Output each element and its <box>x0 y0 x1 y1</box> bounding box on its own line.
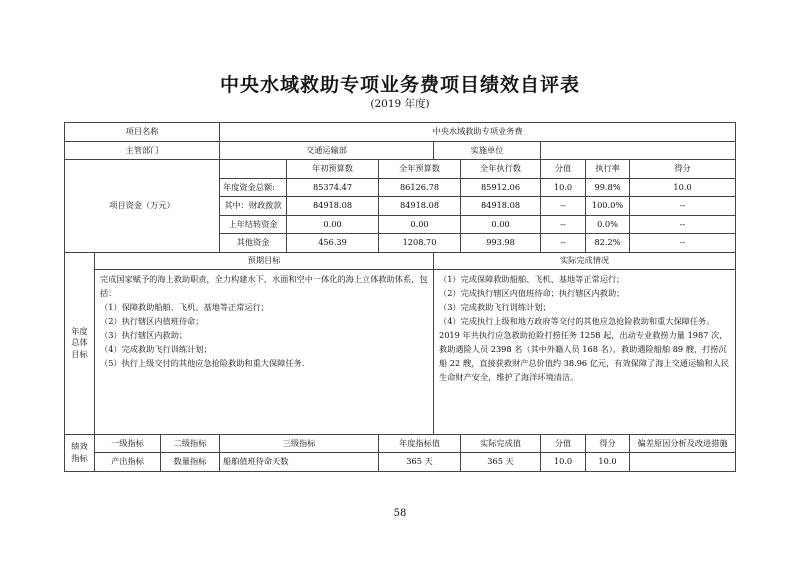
indicators-header-row <box>65 434 736 453</box>
actual-completion-line: （2）完成执行辖区内值班待命；执行辖区内救助； <box>439 287 625 298</box>
implementing-unit-label: 实施单位 <box>434 141 541 160</box>
project-name-value: 中央水域救助专项业务费 <box>220 123 736 142</box>
indicator-header-cell: 得分 <box>586 434 630 453</box>
indicator-header-cell: 年度指标值 <box>379 434 461 453</box>
actual-completion-line: （3）完成救助飞行训练计划； <box>439 301 551 312</box>
funds-label: 项目资金（万元） <box>65 160 220 253</box>
indicator-cell: 365 天 <box>379 453 461 472</box>
page-title: 中央水域救助专项业务费项目绩效自评表 <box>219 74 580 96</box>
funds-cell: 82.2% <box>586 234 630 253</box>
project-name-label: 项目名称 <box>65 123 220 142</box>
department-label: 主管部门 <box>65 141 220 160</box>
funds-cell: 10.0 <box>630 178 736 197</box>
funds-cell: -- <box>630 197 736 216</box>
funds-cell: -- <box>541 197 586 216</box>
funds-cell: 1208.70 <box>379 234 461 253</box>
funds-row-label: 上年结转资金 <box>220 215 287 234</box>
funds-header-row <box>65 160 736 179</box>
funds-cell: 84918.08 <box>379 197 461 216</box>
performance-indicator-label: 绩效指标 <box>65 434 95 471</box>
funds-cell: 100.0% <box>586 197 630 216</box>
indicator-cell: 10.0 <box>586 453 630 472</box>
funds-row-label: 其中：财政拨款 <box>220 197 287 216</box>
funds-cell: 85374.47 <box>287 178 379 197</box>
indicator-header-cell: 一级指标 <box>95 434 161 453</box>
indicator-header-cell: 实际完成值 <box>461 434 541 453</box>
indicator-header-cell: 偏差原因分析及改进措施 <box>630 434 736 453</box>
funds-cell: 85912.06 <box>461 178 541 197</box>
funds-header-blank <box>220 160 287 179</box>
funds-cell: 10.0 <box>541 178 586 197</box>
expected-goal-line: （2）执行辖区内值班待命； <box>100 315 204 326</box>
expected-goal-line: （3）执行辖区内救助； <box>100 329 188 340</box>
page-subtitle: (2019 年度) <box>370 98 430 110</box>
indicator-header-cell: 三级指标 <box>220 434 379 453</box>
funds-row-label: 其他资金 <box>220 234 287 253</box>
funds-cell: -- <box>541 215 586 234</box>
indicator-cell: 数量指标 <box>161 453 220 472</box>
funds-cell: 0.0% <box>586 215 630 234</box>
funds-cell: -- <box>630 234 736 253</box>
indicator-cell <box>630 453 736 472</box>
funds-cell: 993.98 <box>461 234 541 253</box>
expected-goal-line: （1）保障救助船舶、飞机、基地等正常运行； <box>100 301 269 312</box>
annual-goal-label: 年度总体目标 <box>65 252 95 434</box>
funds-cell: -- <box>630 215 736 234</box>
expected-goal-line: （4）完成救助飞行训练计划； <box>100 344 212 355</box>
actual-completion-text <box>434 269 736 434</box>
indicator-row <box>65 453 736 472</box>
expected-goal-line: （5）执行上级交付的其他应急抢险救助和重大保障任务. <box>100 358 305 369</box>
indicator-header-cell: 二级指标 <box>161 434 220 453</box>
funds-header-cell: 全年执行数 <box>461 160 541 179</box>
actual-completion-header: 实际完成情况 <box>434 252 736 269</box>
funds-cell: 99.8% <box>586 178 630 197</box>
funds-cell: 84918.08 <box>461 197 541 216</box>
implementing-unit-value <box>541 141 736 160</box>
funds-header-cell: 分值 <box>541 160 586 179</box>
expected-goal-header: 预期目标 <box>95 252 434 269</box>
funds-row-label: 年度资金总额: <box>220 178 287 197</box>
indicator-cell: 产出指标 <box>95 453 161 472</box>
funds-cell: -- <box>541 234 586 253</box>
funds-cell: 456.39 <box>287 234 379 253</box>
funds-header-cell: 全年预算数 <box>379 160 461 179</box>
project-name-row <box>65 123 736 142</box>
indicator-cell: 10.0 <box>541 453 586 472</box>
actual-completion-line: （1）完成保障救助船舶、飞机、基地等正常运行； <box>439 273 625 284</box>
indicator-header-cell: 分值 <box>541 434 586 453</box>
indicator-cell: 365 天 <box>461 453 541 472</box>
goals-header-row <box>65 252 736 269</box>
funds-cell: 84918.08 <box>287 197 379 216</box>
funds-header-cell: 年初预算数 <box>287 160 379 179</box>
funds-header-cell: 得分 <box>630 160 736 179</box>
expected-goal-text <box>95 269 434 434</box>
goals-content-row <box>65 269 736 434</box>
funds-cell: 0.00 <box>379 215 461 234</box>
page-number: 58 <box>393 508 407 519</box>
funds-cell: 0.00 <box>287 215 379 234</box>
funds-cell: 86126.78 <box>379 178 461 197</box>
evaluation-table <box>64 122 736 472</box>
funds-header-cell: 执行率 <box>586 160 630 179</box>
funds-cell: 0.00 <box>461 215 541 234</box>
indicator-cell: 船舶值班待命天数 <box>220 453 379 472</box>
department-row <box>65 141 736 160</box>
actual-completion-line: （4）完成执行上级和地方政府等交付的其他应急抢险救助和重大保障任务。2019 年共执行应急救助抢险打捞任务 1258 起，出动专业救捞力量 1987 次，救助遇险人员 2398 名（其中外籍人员 168 名），救助遇险船舶 89 艘，打捞沉船 22 艘，直接获救财产总价值约 38.96 亿元，有效保障了海上交通运输和人民生命财产安全，维护了海洋环境清洁。 <box>439 315 729 383</box>
department-value: 交通运输部 <box>220 141 434 160</box>
expected-goal-line: 完成国家赋予的海上救助职责，全力构建水下、水面和空中一体化的海上立体救助体系，包括： <box>100 273 428 298</box>
